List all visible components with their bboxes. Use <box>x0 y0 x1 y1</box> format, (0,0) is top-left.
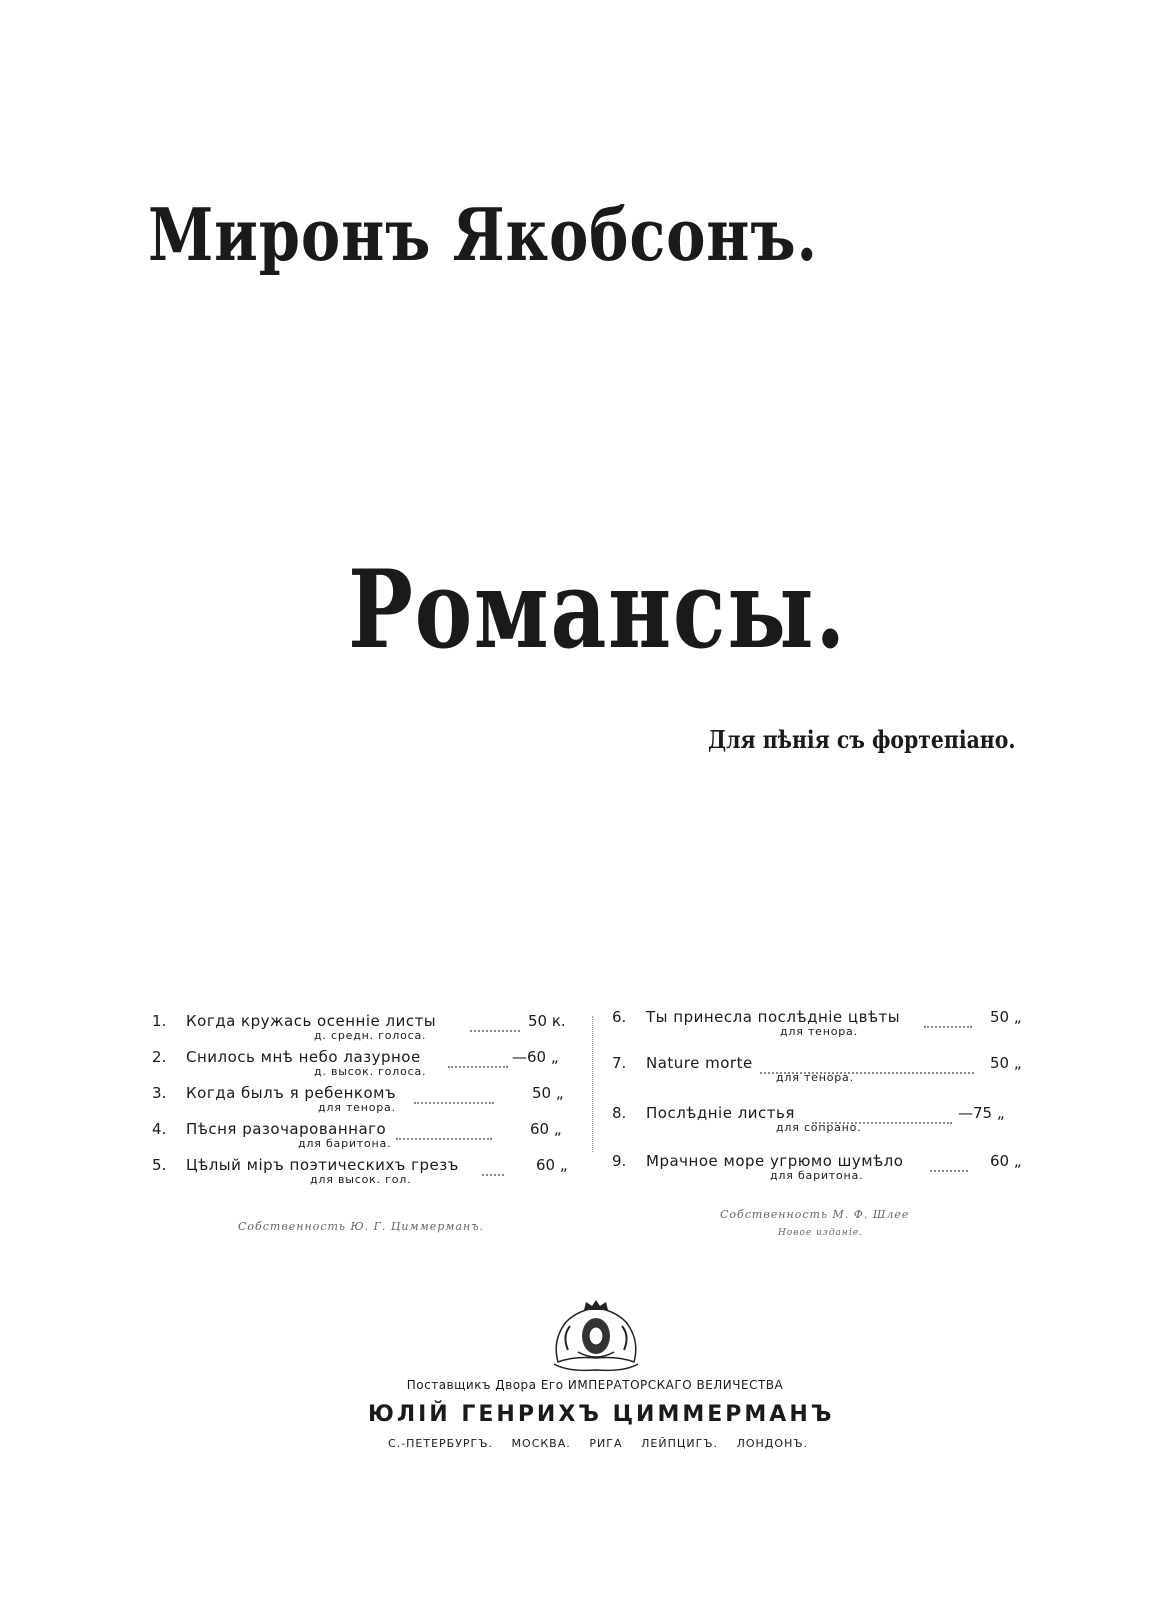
item-title: Nature morte <box>646 1054 753 1072</box>
list-item <box>152 1120 572 1158</box>
item-voice: для баритона. <box>298 1137 392 1150</box>
item-price: 60 „ <box>530 1120 562 1138</box>
composer-name: Миронъ Якобсонъ. <box>148 192 818 277</box>
item-title: Пѣсня разочарованнаго <box>186 1120 387 1138</box>
publisher-cities <box>388 1437 808 1453</box>
list-item <box>612 1104 1032 1142</box>
item-title: Ты принесла послѣдніе цвѣты <box>646 1008 901 1026</box>
page-title: Романсы. <box>348 547 847 673</box>
leader-dots <box>470 1012 520 1032</box>
column-separator <box>592 1016 593 1152</box>
item-number: 7. <box>612 1054 627 1072</box>
right-song-list <box>612 1008 1042 1198</box>
item-voice: для тенора. <box>780 1025 858 1038</box>
list-item <box>152 1084 572 1122</box>
item-number: 8. <box>612 1104 627 1122</box>
item-number: 3. <box>152 1084 167 1102</box>
city: РИГА <box>589 1437 623 1450</box>
publisher-name: ЮЛІЙ ГЕНРИХЪ ЦИММЕРМАНЪ <box>368 1402 835 1427</box>
item-number: 5. <box>152 1156 167 1174</box>
item-price: —75 „ <box>958 1104 1005 1122</box>
item-price: 60 „ <box>536 1156 568 1174</box>
item-title: Когда кружась осенніе листы <box>186 1012 437 1030</box>
leader-dots <box>924 1008 972 1028</box>
item-title: Когда былъ я ребенкомъ <box>186 1084 397 1102</box>
purveyor-line: Поставщикъ Двора Его ИМПЕРАТОРСКАГО ВЕЛИЧЕСТВА <box>406 1378 784 1392</box>
list-item <box>152 1012 572 1050</box>
item-title: Мрачное море угрюмо шумѣло <box>646 1152 904 1170</box>
item-voice: д. высок. голоса. <box>314 1065 427 1078</box>
list-item <box>612 1152 1032 1190</box>
leader-dots <box>396 1120 492 1140</box>
leader-dots <box>448 1048 508 1068</box>
item-title: Цѣлый міръ поэтическихъ грезъ <box>186 1156 459 1174</box>
list-item <box>612 1054 1032 1092</box>
item-voice: для высок. гол. <box>310 1173 412 1186</box>
city: ЛЕЙПЦИГЪ. <box>641 1437 718 1450</box>
list-item <box>152 1048 572 1086</box>
item-number: 9. <box>612 1152 627 1170</box>
city: ЛОНДОНЪ. <box>736 1437 808 1450</box>
item-price: 50 к. <box>528 1012 566 1030</box>
list-item <box>612 1008 1032 1046</box>
left-song-list <box>152 1012 582 1192</box>
item-price: 50 „ <box>990 1008 1022 1026</box>
leader-dots <box>482 1156 504 1176</box>
item-voice: для сопрано. <box>776 1121 862 1134</box>
leader-dots <box>930 1152 968 1172</box>
item-price: 50 „ <box>990 1054 1022 1072</box>
subtitle: Для пѣнія съ фортепіано. <box>708 725 1016 754</box>
item-number: 2. <box>152 1048 167 1066</box>
property-note: Собственность М. Ф. Шлее <box>720 1208 910 1221</box>
city: МОСКВА. <box>511 1437 571 1450</box>
item-title: Снилось мнѣ небо лазурное <box>186 1048 421 1066</box>
item-voice: для баритона. <box>770 1169 864 1182</box>
city: С.-ПЕТЕРБУРГЪ. <box>388 1437 493 1450</box>
item-title: Послѣдніе листья <box>646 1104 795 1122</box>
item-number: 4. <box>152 1120 167 1138</box>
property-note: Собственность Ю. Г. Циммерманъ. <box>238 1220 485 1233</box>
item-number: 6. <box>612 1008 627 1026</box>
item-voice: для тенора. <box>318 1101 396 1114</box>
item-number: 1. <box>152 1012 167 1030</box>
item-price: —60 „ <box>512 1048 559 1066</box>
list-item <box>152 1156 572 1194</box>
item-voice: д. средн. голоса. <box>314 1029 427 1042</box>
item-voice: для тенора. <box>776 1071 854 1084</box>
leader-dots <box>414 1084 494 1104</box>
property-subnote: Новое изданіе. <box>778 1228 863 1238</box>
item-price: 50 „ <box>532 1084 564 1102</box>
coat-of-arms-icon <box>548 1300 644 1376</box>
item-price: 60 „ <box>990 1152 1022 1170</box>
